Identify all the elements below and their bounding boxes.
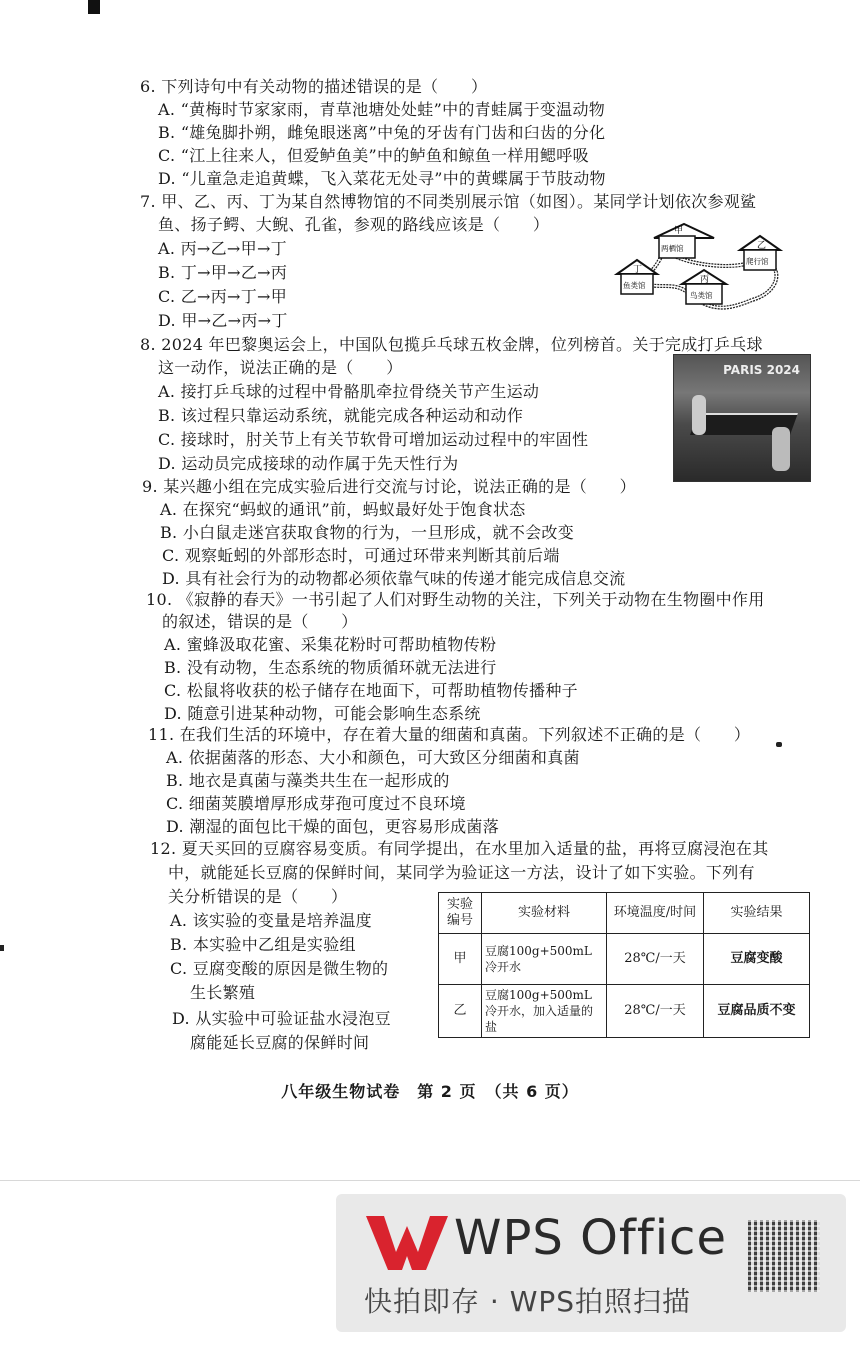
table-row <box>439 934 810 985</box>
table-cell: 豆腐100g+500mL冷开水，加入适量的盐 <box>482 985 607 1038</box>
question-7-option-c: C. 乙→丙→丁→甲 <box>158 287 288 306</box>
photo-paris-logo: PARIS 2024 <box>723 363 800 377</box>
question-12-option-d: D. 从实验中可验证盐水浸泡豆 <box>172 1009 391 1028</box>
question-12-stem: 12. 夏天买回的豆腐容易变质。有同学提出，在水里加入适量的盐，再将豆腐浸泡在其 <box>150 839 769 858</box>
question-6-option-a: A. “黄梅时节家家雨，青草池塘处处蛙”中的青蛙属于变温动物 <box>158 100 606 119</box>
house-ding-label: 鱼类馆 <box>623 281 646 290</box>
question-6-stem: 6. 下列诗句中有关动物的描述错误的是（ ） <box>140 77 488 96</box>
table-header-cell: 实验材料 <box>482 893 607 934</box>
question-7-option-d: D. 甲→乙→丙→丁 <box>158 311 288 330</box>
question-12-option-c: C. 豆腐变酸的原因是微生物的 <box>170 959 389 978</box>
house-yi-label: 爬行馆 <box>746 257 769 266</box>
house-jia-char: 甲 <box>674 226 684 236</box>
question-12-stem-cont: 中，就能延长豆腐的保鲜时间，某同学为验证这一方法，设计了如下实验。下列有 <box>168 863 755 882</box>
photo-player-shape <box>772 427 790 471</box>
wps-watermark-banner <box>336 1194 846 1332</box>
table-cell: 豆腐品质不变 <box>704 985 810 1038</box>
table-header-cell: 环境温度/时间 <box>607 893 704 934</box>
table-cell: 甲 <box>439 934 482 985</box>
question-8-option-b: B. 该过程只靠运动系统，就能完成各种运动和动作 <box>158 406 524 425</box>
question-6-option-c: C. “江上往来人，但爱鲈鱼美”中的鲈鱼和鲸鱼一样用鳃呼吸 <box>158 146 589 165</box>
question-11-option-b: B. 地衣是真菌与藻类共生在一起形成的 <box>166 771 450 790</box>
house-yi-char: 乙 <box>757 241 767 251</box>
question-8-stem: 8. 2024 年巴黎奥运会上，中国队包揽乒乓球五枚金牌，位列榜首。关于完成打乒乓球 <box>140 335 763 354</box>
table-cell: 乙 <box>439 985 482 1038</box>
question-11-stem: 11. 在我们生活的环境中，存在着大量的细菌和真菌。下列叙述不正确的是（ ） <box>148 725 751 744</box>
question-9-stem: 9. 某兴趣小组在完成实验后进行交流与讨论，说法正确的是（ ） <box>142 477 636 496</box>
table-cell: 28℃/一天 <box>607 985 704 1038</box>
house-ding-char: 丁 <box>633 265 643 275</box>
table-header-cell: 实验结果 <box>704 893 810 934</box>
table-row <box>439 985 810 1038</box>
question-8-option-a: A. 接打乒乓球的过程中骨骼肌牵拉骨绕关节产生运动 <box>158 382 540 401</box>
question-11-option-c: C. 细菌荚膜增厚形成芽孢可度过不良环境 <box>166 794 466 813</box>
house-bing-label: 鸟类馆 <box>690 291 713 300</box>
question-10-stem: 10. 《寂静的春天》一书引起了人们对野生动物的关注，下列关于动物在生物圈中作用 <box>146 590 765 609</box>
question-12-option-c-cont: 生长繁殖 <box>190 983 256 1002</box>
wps-logo-icon <box>362 1212 452 1274</box>
house-jia-icon <box>654 224 714 258</box>
question-10-option-d: D. 随意引进某种动物，可能会影响生态系统 <box>164 704 481 723</box>
museum-map-figure <box>612 220 812 325</box>
question-7-option-a: A. 丙→乙→甲→丁 <box>158 239 287 258</box>
question-9-option-c: C. 观察蚯蚓的外部形态时，可通过环带来判断其前后端 <box>162 546 560 565</box>
question-12-option-a: A. 该实验的变量是培养温度 <box>170 911 372 930</box>
question-9-option-a: A. 在探究“蚂蚁的通讯”前，蚂蚁最好处于饱食状态 <box>160 500 526 519</box>
table-tennis-photo <box>673 354 811 482</box>
question-11-option-d: D. 潮湿的面包比干燥的面包，更容易形成菌落 <box>166 817 500 836</box>
scan-speck <box>0 945 4 951</box>
table-header-cell: 实验编号 <box>439 893 482 934</box>
question-9-option-b: B. 小白鼠走迷宫获取食物的行为，一旦形成，就不会改变 <box>160 523 575 542</box>
question-11-option-a: A. 依据菌落的形态、大小和颜色，可大致区分细菌和真菌 <box>166 748 580 767</box>
question-7-stem: 7. 甲、乙、丙、丁为某自然博物馆的不同类别展示馆（如图）。某同学计划依次参观鲨 <box>140 192 757 211</box>
question-10-option-c: C. 松鼠将收获的松子储存在地面下，可帮助植物传播种子 <box>164 681 578 700</box>
question-12-option-d-cont: 腐能延长豆腐的保鲜时间 <box>190 1033 370 1052</box>
house-yi-icon <box>740 236 780 270</box>
table-cell: 豆腐100g+500mL冷开水 <box>482 934 607 985</box>
question-6-option-d: D. “儿童急走追黄蝶，飞入菜花无处寻”中的黄蝶属于节肢动物 <box>158 169 606 188</box>
page-footer: 八年级生物试卷 第 2 页 （共 6 页） <box>281 1082 579 1101</box>
photo-player-shape <box>692 395 706 435</box>
scan-speck <box>776 742 782 747</box>
wps-brand-text: WPS Office <box>454 1210 727 1266</box>
house-ding-icon <box>617 260 657 294</box>
question-10-option-a: A. 蜜蜂汲取花蜜、采集花粉时可帮助植物传粉 <box>164 635 497 654</box>
question-6-option-b: B. “雄兔脚扑朔，雌兔眼迷离”中兔的牙齿有门齿和臼齿的分化 <box>158 123 606 142</box>
question-12-stem-cont2: 关分析错误的是（ ） <box>168 887 348 906</box>
question-7-stem-cont: 鱼、扬子鳄、大鲵、孔雀，参观的路线应该是（ ） <box>158 215 550 234</box>
qr-code-icon <box>748 1220 820 1292</box>
table-header-row <box>439 893 810 934</box>
house-bing-icon <box>682 270 726 304</box>
question-10-option-b: B. 没有动物，生态系统的物质循环就无法进行 <box>164 658 497 677</box>
table-cell: 28℃/一天 <box>607 934 704 985</box>
question-8-stem-cont: 这一动作，说法正确的是（ ） <box>158 358 403 377</box>
house-jia-label: 两栖馆 <box>661 244 684 253</box>
question-9-option-d: D. 具有社会行为的动物都必须依靠气味的传递才能完成信息交流 <box>162 569 626 588</box>
question-8-option-d: D. 运动员完成接球的动作属于先天性行为 <box>158 454 459 473</box>
wps-tagline: 快拍即存 · WPS拍照扫描 <box>364 1285 692 1318</box>
experiment-table <box>438 892 810 1038</box>
house-bing-char: 丙 <box>700 275 710 285</box>
question-8-option-c: C. 接球时，肘关节上有关节软骨可增加运动过程中的牢固性 <box>158 430 589 449</box>
question-10-stem-cont: 的叙述，错误的是（ ） <box>162 612 358 631</box>
question-12-option-b: B. 本实验中乙组是实验组 <box>170 935 356 954</box>
scan-mark <box>88 0 100 14</box>
table-cell: 豆腐变酸 <box>704 934 810 985</box>
question-7-option-b: B. 丁→甲→乙→丙 <box>158 263 288 282</box>
